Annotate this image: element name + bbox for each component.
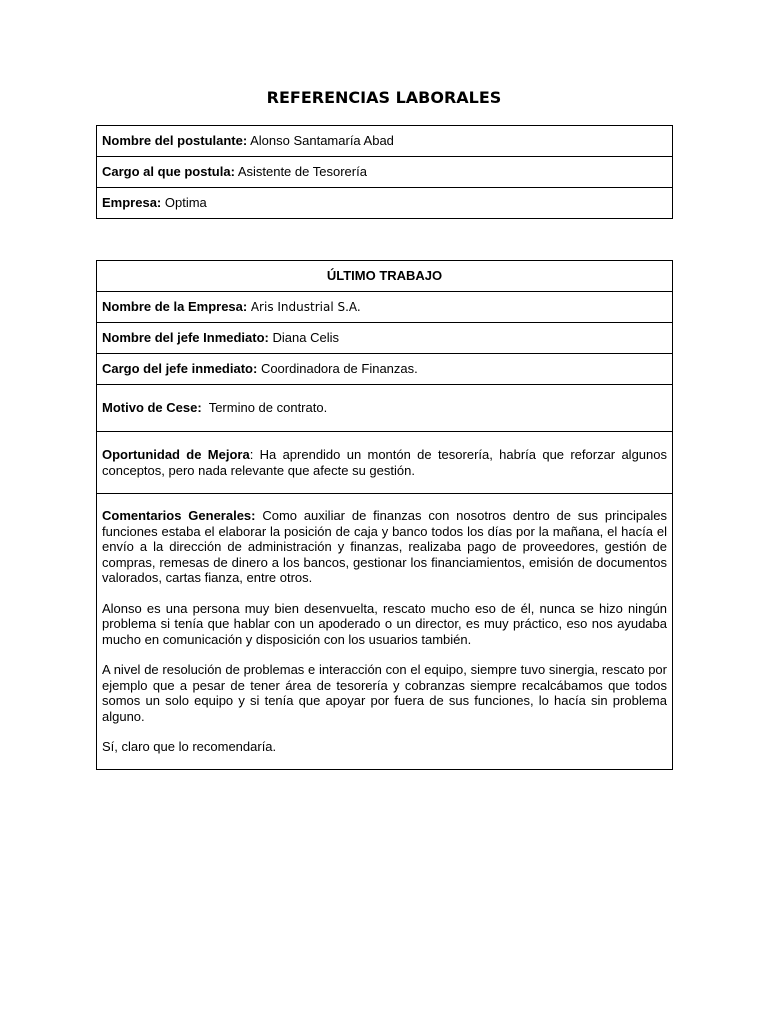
exit-reason-value: Termino de contrato. bbox=[208, 400, 328, 416]
exit-reason-cell bbox=[97, 385, 673, 432]
applicant-company-value: Optima bbox=[164, 195, 207, 211]
applicant-position-row bbox=[97, 157, 673, 188]
improvement-value: : Ha aprendido un montón de tesorería, habría que reforzar algunos conceptos, pero nada relevante que afecte su gestión. bbox=[102, 447, 667, 478]
improvement-label: Oportunidad de Mejora bbox=[102, 447, 250, 462]
comments-row bbox=[97, 494, 673, 770]
exit-reason-label: Motivo de Cese: bbox=[102, 400, 202, 416]
applicant-position-value: Asistente de Tesorería bbox=[237, 164, 367, 180]
boss-name-label: Nombre del jefe Inmediato: bbox=[102, 330, 269, 346]
applicant-company-label: Empresa: bbox=[102, 195, 162, 211]
applicant-name-row bbox=[97, 126, 673, 157]
applicant-name-cell bbox=[97, 126, 673, 157]
last-job-company-cell bbox=[97, 292, 673, 323]
last-job-header-cell bbox=[97, 261, 673, 292]
applicant-table bbox=[96, 125, 673, 219]
applicant-position-label: Cargo al que postula: bbox=[102, 164, 235, 180]
comments-text-1: Como auxiliar de finanzas con nosotros dentro de sus principales funciones estaba el elaborar la posición de caja y banco todos los días por la mañana, el hacía el envío a la dirección de administración y finanzas, realizaba pago de proveedores, gestión de compras, remesas de dinero a los bancos, gestionar los financiamientos, emisión de documentos valorados, cartas fianza, entre otros. bbox=[102, 508, 667, 585]
exit-reason-row bbox=[97, 385, 673, 432]
boss-position-label: Cargo del jefe inmediato: bbox=[102, 361, 258, 377]
applicant-name-value: Alonso Santamaría Abad bbox=[250, 133, 394, 149]
last-job-company-row bbox=[97, 292, 673, 323]
improvement-cell bbox=[97, 432, 673, 494]
boss-position-value: Coordinadora de Finanzas. bbox=[260, 361, 418, 377]
boss-position-row bbox=[97, 354, 673, 385]
applicant-company-cell bbox=[97, 188, 673, 219]
last-job-header-row bbox=[97, 261, 673, 292]
boss-name-cell bbox=[97, 323, 673, 354]
boss-name-row bbox=[97, 323, 673, 354]
applicant-position-cell bbox=[97, 157, 673, 188]
comments-paragraph-3: A nivel de resolución de problemas e interacción con el equipo, siempre tuvo sinergia, rescato por ejemplo que a pesar de tener área de tesorería y cobranzas siempre recalcábamos que todos somos un solo equipo y si tenía que apoyar por fuera de sus funciones, lo hacía sin problema alguno. bbox=[102, 662, 667, 724]
applicant-company-row bbox=[97, 188, 673, 219]
improvement-row bbox=[97, 432, 673, 494]
last-job-table bbox=[96, 260, 673, 770]
last-job-header: ÚLTIMO TRABAJO bbox=[326, 268, 443, 284]
comments-paragraph-2: Alonso es una persona muy bien desenvuelta, rescato mucho eso de él, nunca se hizo ningún problema si tenía que hablar con un apoderado o un director, es muy práctico, eso nos ayudaba mucho en comunicación y disposición con los usuarios también. bbox=[102, 600, 667, 647]
comments-paragraph-4: Sí, claro que lo recomendaría. bbox=[102, 739, 277, 754]
boss-name-value: Diana Celis bbox=[272, 330, 339, 346]
last-job-company-label: Nombre de la Empresa: bbox=[102, 298, 248, 314]
applicant-name-label: Nombre del postulante: bbox=[102, 133, 248, 149]
comments-cell bbox=[97, 494, 673, 770]
boss-position-cell bbox=[97, 354, 673, 385]
comments-label: Comentarios Generales: bbox=[102, 508, 256, 523]
last-job-company-value: Aris Industrial S.A. bbox=[250, 299, 361, 314]
document-title: REFERENCIAS LABORALES bbox=[266, 88, 502, 107]
comments-paragraph-1 bbox=[102, 508, 667, 586]
